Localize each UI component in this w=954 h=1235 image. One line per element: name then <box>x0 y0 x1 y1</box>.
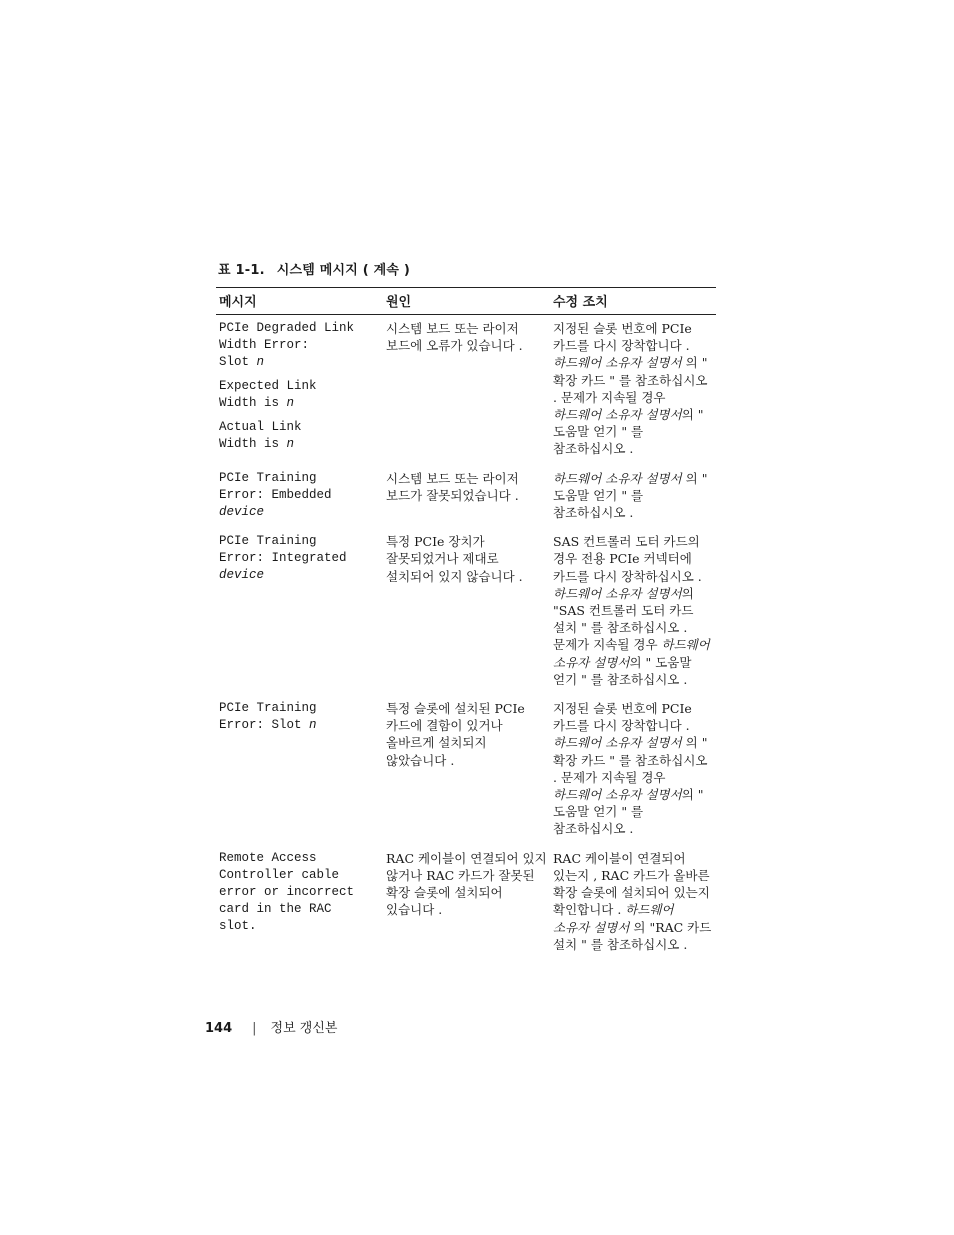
message-cell <box>216 850 383 965</box>
table-row <box>216 700 716 850</box>
action-segment: 의 " 도움말 얻기 " 를 참조하십시오 . <box>553 470 708 521</box>
manual-title: 하드웨어 소유자 설명서 <box>553 585 682 601</box>
cause-text: 특정 PCIe 장치가 잘못되었거나 제대로 설치되어 있지 않습니다 . <box>386 534 523 584</box>
action-segment: 지정된 슬롯 번호에 PCIe 카드를 다시 장착합니다 . <box>553 701 692 734</box>
message-variable: device <box>219 504 265 519</box>
system-messages-table <box>216 287 716 965</box>
cause-text: RAC 케이블이 연결되어 있지 않거나 RAC 카드가 잘못된 확장 슬롯에 설치되어 있습니다 . <box>386 850 547 918</box>
action-segment: 의 " 확장 카드 " 를 참조하십시오 . 문제가 지속될 경우 <box>553 355 708 405</box>
action-segment: 의 " 도움말 얻기 " 를 참조하십시오 . <box>553 787 704 837</box>
action-segment: RAC 케이블이 연결되어 있는지 , RAC 카드가 올바른 확장 슬롯에 설치되어 있는지 확인합니다 . <box>553 850 710 918</box>
cause-cell <box>383 533 550 700</box>
message-variable: n <box>309 718 317 733</box>
footer-separator: | <box>252 1021 257 1036</box>
message-cell <box>216 470 383 534</box>
footer-section: 정보 갱신본 <box>270 1021 338 1036</box>
cause-cell <box>383 850 550 965</box>
action-text <box>553 320 713 458</box>
action-cell <box>550 533 716 700</box>
manual-title: 하드웨어 소유자 설명서 <box>553 902 674 935</box>
message-cell <box>216 315 383 470</box>
message-text: Actual Link Width is n <box>219 420 302 451</box>
cause-cell <box>383 315 550 470</box>
action-segment: 의 " 도움말 얻기 " 를 참조하십시오 . <box>553 654 692 687</box>
page-number: 144 <box>205 1021 233 1036</box>
page-footer <box>205 1017 337 1036</box>
message-text: PCIe Training Error: Slot n <box>219 701 317 733</box>
action-cell <box>550 470 716 534</box>
manual-title: 하드웨어 소유자 설명서 <box>553 787 682 803</box>
action-cell <box>550 700 716 850</box>
message-text: PCIe Training Error: Embedded device <box>219 470 332 519</box>
table-row <box>216 533 716 700</box>
table-title: 시스템 메시지 ( 계속 ) <box>276 263 410 278</box>
action-segment: 지정된 슬롯 번호에 PCIe 카드를 다시 장착합니다 . <box>553 321 692 354</box>
message-variable: n <box>256 355 265 369</box>
cause-text: 시스템 보드 또는 라이저 보드에 오류가 있습니다 . <box>386 321 523 354</box>
message-variable: n <box>286 396 295 410</box>
cause-cell <box>383 700 550 850</box>
manual-title: 하드웨어 소유자 설명서 <box>553 637 710 670</box>
action-segment: 의 " 도움말 얻기 " 를 참조하십시오 . <box>553 407 704 457</box>
header-cause: 원인 <box>383 288 550 315</box>
action-text <box>553 470 713 522</box>
message-text: Expected Link Width is n <box>219 379 317 410</box>
table-body <box>216 315 716 965</box>
action-cell <box>550 315 716 470</box>
action-cell <box>550 850 716 965</box>
message-text: Remote Access Controller cable error or incorrect card in the RAC slot. <box>219 850 355 933</box>
table-row <box>216 315 716 470</box>
cause-cell <box>383 470 550 534</box>
table-number: 표 1-1. <box>218 263 265 278</box>
header-action: 수정 조치 <box>550 288 716 315</box>
table-header-row <box>216 288 716 315</box>
table-row <box>216 850 716 965</box>
table-row <box>216 470 716 534</box>
message-cell <box>216 700 383 850</box>
action-segment: 의 "SAS 컨트롤러 도터 카드 설치 " 를 참조하십시오 . 문제가 지속될 경우 <box>553 585 694 653</box>
cause-text: 특정 슬롯에 설치된 PCIe 카드에 결함이 있거나 올바르게 설치되지 않았습니다 . <box>386 701 525 768</box>
message-cell <box>216 533 383 700</box>
message-variable: device <box>219 568 265 583</box>
manual-title: 하드웨어 소유자 설명서 <box>553 735 682 751</box>
action-segment: 의 " 확장 카드 " 를 참조하십시오 . 문제가 지속될 경우 <box>553 735 708 785</box>
manual-title: 하드웨어 소유자 설명서 <box>553 407 682 423</box>
message-text: PCIe Degraded Link Width Error: Slot n <box>219 321 355 369</box>
table-caption <box>218 259 410 278</box>
header-message: 메시지 <box>216 288 383 315</box>
action-segment: SAS 컨트롤러 도터 카드의 경우 전용 PCIe 커넥터에 카드를 다시 장착하십시오 . <box>553 534 702 584</box>
message-text: PCIe Training Error: Integrated device <box>219 534 347 583</box>
message-variable: n <box>286 437 295 451</box>
action-text <box>553 533 713 688</box>
action-segment: 의 "RAC 카드 설치 " 를 참조하십시오 . <box>553 919 712 952</box>
action-text <box>553 850 713 953</box>
manual-title: 하드웨어 소유자 설명서 <box>553 355 682 371</box>
cause-text: 시스템 보드 또는 라이저 보드가 잘못되었습니다 . <box>386 470 519 503</box>
manual-title: 하드웨어 소유자 설명서 <box>553 470 682 486</box>
action-text <box>553 700 713 838</box>
